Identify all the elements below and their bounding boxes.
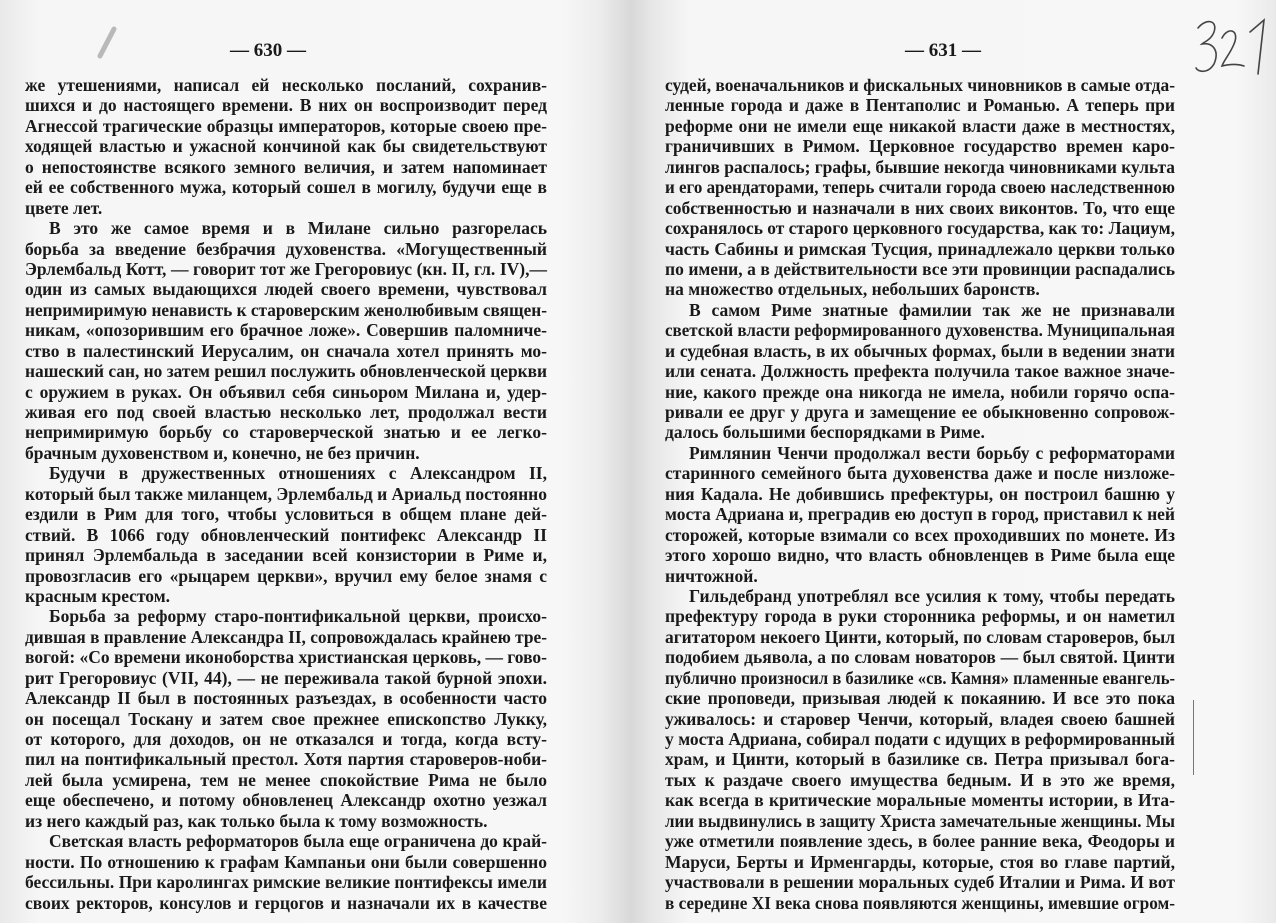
text-line	[665, 116, 1175, 136]
text-line-content: с оружием в руках. Он объявил себя синьором Милана и, удер-	[25, 381, 547, 402]
text-line-content: он посещал Тоскану и затем свое прежнее епископство Лукку,	[25, 708, 547, 729]
text-line-content: тых к раздаче своего имущества бедным. И в это же время,	[665, 769, 1175, 790]
text-line-content: или сената. Должность префекта получила такое важное значе-	[665, 361, 1175, 382]
text-line-content: дившая в правление Александра II, сопровождалась крайнею тре-	[25, 626, 547, 647]
text-line-content: ей ее собственного мужа, который сошел в могилу, будучи еще в	[25, 177, 547, 198]
text-line-content: сохранялось от старого церковного государства, как то: Лациум,	[665, 218, 1175, 239]
text-line-content: и судебная власть, в их обычных формах, были в ведении знати	[665, 340, 1175, 361]
text-line-content: рит Грегоровиус (VII, 44), — не переживала такой бурной эпохи.	[25, 667, 547, 688]
text-line	[25, 361, 547, 381]
text-line-content: провозгласив его «рыцарем церкви», вручил ему белое знамя с	[25, 565, 547, 586]
text-line-content: непримиримую борьбу со староверческой знатью и ее легко-	[25, 422, 547, 443]
text-line-content: нашеский сан, но затем решил послужить обновленческой церкви	[25, 361, 547, 382]
text-line-content: судей, военачальников и фискальных чиновников в самые отда-	[665, 75, 1175, 95]
text-line	[665, 75, 1175, 95]
text-line-content: агитатором некоего Цинти, который, по словам староверов, был	[665, 626, 1175, 647]
text-line	[665, 279, 1175, 299]
text-line-content: который был также миланцем, Эрлембальд и Ариальд постоянно	[25, 483, 547, 504]
text-line	[25, 218, 547, 238]
text-line	[25, 606, 547, 626]
handwritten-number	[1192, 14, 1272, 86]
text-line	[25, 872, 547, 892]
text-line	[665, 606, 1175, 626]
text-line	[25, 177, 547, 197]
text-line-content: часть Сабины и римская Тусция, принадлежало церкви только	[665, 238, 1175, 259]
text-line-content: в середине XI века снова появляются женщины, имевшие огром-	[665, 892, 1175, 913]
text-line	[665, 402, 1175, 422]
text-line-content: ленные города и даже в Пентаполис и Романью. А теперь при	[665, 95, 1175, 116]
text-line	[25, 320, 547, 340]
text-line-content: бессильны. При каролингах римские великие понтифексы имели	[25, 872, 547, 893]
text-line-content: светской власти реформированного духовенства. Муниципальная	[665, 320, 1175, 341]
text-line	[25, 116, 547, 136]
text-line-content: ходящей властью и ужасной кончиной как бы свидетельствуют	[25, 136, 547, 157]
text-line-content: и его арендаторами, теперь считали города своею наследственною	[665, 177, 1175, 198]
text-line	[25, 709, 547, 729]
text-line	[665, 177, 1175, 197]
page-text	[25, 75, 547, 913]
text-line	[665, 361, 1175, 381]
text-line	[665, 770, 1175, 790]
text-line	[665, 586, 1175, 606]
text-line-content: реформе они не имели еще никакой власти даже в местностях,	[665, 115, 1175, 136]
text-line-content: подобием дьявола, а по словам новаторов — был святой. Цинти	[665, 647, 1175, 668]
text-line-content: Гильдебранд употреблял все усилия к тому, чтобы передать	[689, 585, 1175, 606]
text-line	[25, 852, 547, 872]
text-line-content: принял Эрлембальда в заседании всей конзистории в Риме и,	[25, 545, 547, 566]
text-line-content: моста Адриана и, преградив ею доступ в город, приставил к ней	[665, 504, 1175, 525]
text-line	[665, 647, 1175, 667]
text-line	[665, 525, 1175, 545]
text-line-content: граничивших в Римом. Церковное государство времен каро-	[665, 136, 1175, 157]
text-line	[665, 463, 1175, 483]
page-text	[665, 75, 1175, 913]
text-line-content: сторожей, которые взимали со всех проходивших по монете. Из	[665, 524, 1175, 545]
text-line-content: еще обеспечено, и потому обновленец Александр охотно уезжал	[25, 790, 547, 811]
text-line	[25, 382, 547, 402]
text-line	[665, 218, 1175, 238]
text-line-content: же утешениями, написал ей несколько посланий, сохранив-	[25, 75, 547, 95]
text-line	[25, 484, 547, 504]
text-line-content: префектуру города в руки сторонника реформы, и он наметил	[665, 606, 1175, 627]
text-line	[25, 198, 547, 218]
text-line	[25, 136, 547, 156]
text-line-content: В это же самое время и в Милане сильно разгорелась	[49, 218, 547, 239]
text-line-content: от которого, для доходов, он не отказался и тогда, когда всту-	[25, 729, 547, 749]
text-line	[25, 504, 547, 524]
text-line-content: вогой: «Со времени иконоборства христианская церковь, — гово-	[25, 647, 547, 668]
text-line	[665, 157, 1175, 177]
text-line	[25, 279, 547, 299]
text-line-content: лии выдвинулись в защиту Христа замечательные женщины. Мы	[665, 810, 1175, 831]
text-line	[665, 688, 1175, 708]
text-line-content: далось большими беспорядками в Риме.	[665, 422, 985, 443]
text-line	[25, 239, 547, 259]
pencil-margin-line	[1193, 700, 1194, 775]
text-line-content: Будучи в дружественных отношениях с Александром II,	[49, 463, 547, 484]
text-line	[665, 872, 1175, 892]
text-line-content: один из самых выдающихся людей своего времени, чувствовал	[25, 279, 547, 300]
text-line-content: Александр II был в постоянных разъездах, в особенности часто	[25, 688, 547, 709]
text-line	[665, 95, 1175, 115]
text-line	[665, 136, 1175, 156]
text-line	[665, 749, 1175, 769]
text-line-content: о непостоянстве всякого земного величия, и затем напоминает	[25, 156, 547, 177]
text-line-content: Светская власть реформаторов была еще ограничена до край-	[49, 831, 547, 852]
text-line	[25, 893, 547, 913]
text-line	[665, 504, 1175, 524]
text-line	[665, 668, 1175, 688]
text-line-content: ности. По отношению к графам Кампаньи они были совершенно	[25, 851, 547, 872]
text-line-content: брачным духовенством и, конечно, не без причин.	[25, 442, 420, 463]
text-line	[25, 300, 547, 320]
text-line-content: Агнессой трагические образцы императоров, которые своею пре-	[25, 115, 547, 136]
text-line	[25, 811, 547, 831]
text-line-content: участвовали в решении моральных судеб Италии и Рима. И вот	[665, 872, 1175, 893]
text-line-content: по имени, а в действительности все эти провинции распадались	[665, 258, 1175, 279]
text-line-content: ездили в Рим для того, чтобы условиться в общем плане дей-	[25, 504, 547, 525]
text-line	[25, 586, 547, 606]
text-line	[25, 627, 547, 647]
text-line-content: ствий. В 1066 году обновленческий понтифекс Александр II	[25, 524, 547, 545]
text-line-content: никам, «опозорившим его брачное ложе». Совершив паломниче-	[25, 320, 547, 341]
text-line	[665, 198, 1175, 218]
text-line-content: В самом Риме знатные фамилии так же не признавали	[689, 299, 1175, 320]
text-line	[665, 811, 1175, 831]
text-line	[665, 729, 1175, 749]
text-line	[25, 422, 547, 442]
text-line	[25, 729, 547, 749]
pencil-mark	[94, 26, 118, 60]
text-line-content: публично произносил в базилике «св. Камня» пламенные евангель-	[665, 667, 1175, 688]
text-line	[25, 831, 547, 851]
text-line-content: из него каждый раз, как только была к тому возможность.	[25, 810, 488, 831]
text-line-content: шихся и до настоящего времени. В них он воспроизводит перед	[25, 95, 547, 116]
text-line-content: ния Кадала. Не добившись префектуры, он построил башню у	[665, 483, 1175, 504]
text-line-content: лингов распалось; графы, бывшие некогда чиновниками культа	[665, 156, 1175, 177]
text-line	[665, 300, 1175, 320]
text-line-content: ство в палестинский Иерусалим, он сначала хотел принять мо-	[25, 340, 547, 361]
text-line	[25, 770, 547, 790]
text-line	[665, 566, 1175, 586]
text-line-content: как всегда в критические моральные моменты истории, в Ита-	[665, 790, 1175, 811]
text-line-content: у моста Адриана, собирал подати с идущих в реформированный	[665, 729, 1175, 749]
text-line	[25, 566, 547, 586]
text-line	[665, 852, 1175, 872]
text-line	[665, 545, 1175, 565]
text-line-content: на множество отдельных, небольших баронств.	[665, 279, 1040, 300]
text-line	[25, 688, 547, 708]
text-line	[25, 463, 547, 483]
text-line-content: старинного семейного быта духовенства даже и после низложе-	[665, 463, 1175, 484]
text-line-content: этого хорошо видно, что власть обновленцев в Риме была еще	[665, 545, 1175, 566]
text-line	[665, 627, 1175, 647]
text-line	[665, 709, 1175, 729]
text-line	[665, 443, 1175, 463]
text-line	[25, 75, 547, 95]
text-line-content: цвете лет.	[25, 197, 103, 218]
text-line-content: Римлянин Ченчи продолжал вести борьбу с реформаторами	[689, 442, 1175, 463]
text-line-content: Борьба за реформу старо-понтификальной церкви, происхо-	[49, 606, 547, 627]
text-line	[25, 259, 547, 279]
text-line	[25, 525, 547, 545]
text-line	[25, 545, 547, 565]
text-line-content: Маруси, Берты и Ирменгарды, которые, стоя во главе партий,	[665, 851, 1175, 872]
text-line-content: уже отметили появление здесь, в более ранние века, Феодоры и	[665, 831, 1175, 852]
text-line	[665, 484, 1175, 504]
text-line	[665, 320, 1175, 340]
page-number: — 630 —	[230, 40, 306, 61]
text-line	[25, 647, 547, 667]
text-line	[25, 402, 547, 422]
text-line	[25, 95, 547, 115]
text-line	[665, 893, 1175, 913]
text-line	[665, 239, 1175, 259]
text-line	[665, 259, 1175, 279]
text-line-content: ние, какого прежде она никогда не имела, нобили горячо оспа-	[665, 381, 1175, 402]
text-line-content: ские проповеди, призывая людей к покаянию. И все это пока	[665, 688, 1175, 709]
text-line-content: пил на понтификальный престол. Хотя партия староверов-ноби-	[25, 749, 547, 770]
text-line-content: красным крестом.	[25, 585, 171, 606]
text-line-content: Эрлембальд Котт, — говорит тот же Грегоровиус (кн. II, гл. IV),—	[25, 258, 547, 279]
text-line	[25, 341, 547, 361]
text-line	[665, 341, 1175, 361]
text-line	[665, 382, 1175, 402]
text-line-content: своих ректоров, консулов и герцогов и назначали их в качестве	[25, 892, 547, 913]
text-line	[665, 790, 1175, 810]
text-line-content: живая его под своей властью несколько лет, продолжал вести	[25, 402, 547, 422]
text-line	[665, 831, 1175, 851]
text-line-content: ривали ее друг у друга и замещение ее обыкновенно сопровож-	[665, 402, 1175, 422]
text-line-content: уживалось: и старовер Ченчи, который, владея своею башней	[665, 708, 1175, 729]
text-line	[25, 790, 547, 810]
text-line-content: храм, и Цинти, который в базилике св. Петра призывал бога-	[665, 749, 1175, 770]
text-line	[25, 749, 547, 769]
text-line	[665, 422, 1175, 442]
page-number: — 631 —	[905, 40, 981, 61]
text-line-content: непримиримую ненависть к староверским женолюбивым священ-	[25, 299, 547, 320]
text-line-content: борьба за введение безбрачия духовенства. «Могущественный	[25, 238, 547, 259]
text-line-content: лей была усмирена, тем не менее спокойствие Рима не было	[25, 769, 547, 790]
text-line	[25, 443, 547, 463]
text-line-content: собственностью и назначали в них своих виконтов. То, что еще	[665, 197, 1175, 218]
text-line	[25, 157, 547, 177]
text-line-content: ничтожной.	[665, 565, 758, 586]
text-line	[25, 668, 547, 688]
